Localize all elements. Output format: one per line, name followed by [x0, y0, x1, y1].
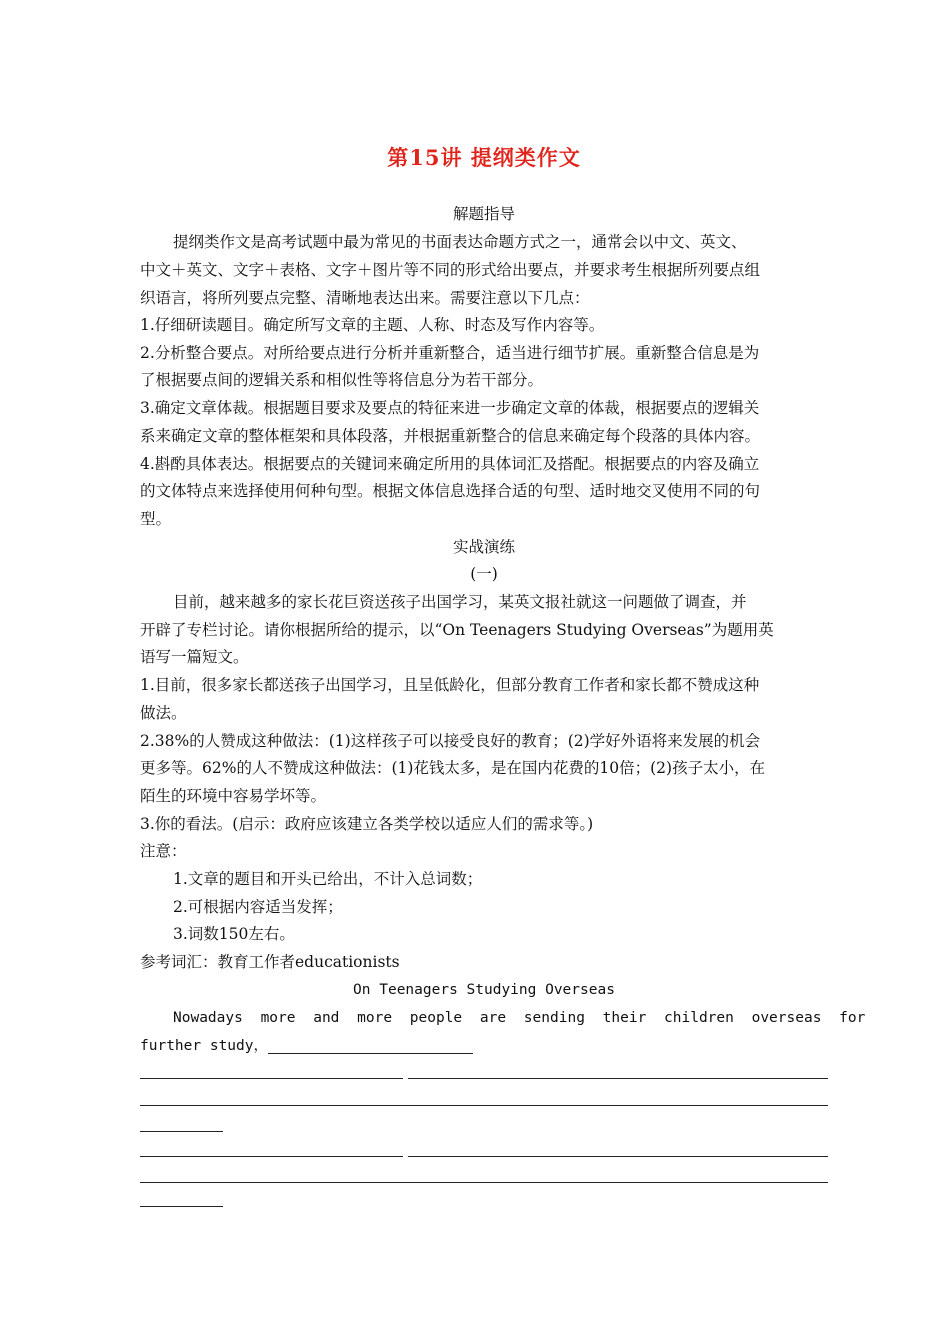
prompt-item-line: 3.你的看法。(启示：政府应该建立各类学校以适应人们的需求等。)	[140, 815, 594, 833]
answer-line[interactable]	[140, 1182, 828, 1183]
answer-blank[interactable]	[268, 1035, 473, 1054]
guide-point-line: 型。	[140, 510, 172, 528]
guide-intro-line: 中文＋英文、文字＋表格、文字＋图片等不同的形式给出要点，并要求考生根据所列要点组	[140, 261, 761, 279]
page-title: 第15讲 提纲类作文	[387, 145, 581, 170]
guide-intro-line: 织语言，将所列要点完整、清晰地表达出来。需要注意以下几点：	[140, 289, 590, 307]
guide-intro-line: 提纲类作文是高考试题中最为常见的书面表达命题方式之一，通常会以中文、英文、	[173, 233, 747, 251]
guide-point-line: 2.分析整合要点。对所给要点进行分析并重新整合，适当进行细节扩展。重新整合信息是为	[140, 344, 760, 362]
answer-line[interactable]	[140, 1156, 403, 1157]
prompt-item-line: 2.38%的人赞成这种做法：(1)这样孩子可以接受良好的教育；(2)学好外语将来发展的机会	[140, 732, 761, 750]
answer-line[interactable]	[408, 1156, 828, 1157]
note-line: 3.词数150左右。	[173, 925, 295, 943]
practice-number: (一)	[470, 565, 498, 583]
essay-title: On Teenagers Studying Overseas	[353, 982, 615, 998]
essay-start-text: further study，	[140, 1038, 268, 1054]
guide-heading: 解题指导	[452, 205, 515, 223]
prompt-line: 语写一篇短文。	[140, 648, 249, 666]
essay-start-line: Nowadays more and more people are sending their children overseas for	[173, 1010, 866, 1026]
answer-line[interactable]	[140, 1206, 223, 1207]
answer-line[interactable]	[140, 1105, 828, 1106]
note-line: 2.可根据内容适当发挥；	[173, 898, 343, 916]
guide-point-line: 1.仔细研读题目。确定所写文章的主题、人称、时态及写作内容等。	[140, 316, 605, 334]
note-line: 1.文章的题目和开头已给出，不计入总词数；	[173, 870, 483, 888]
prompt-item-line: 更多等。62%的人不赞成这种做法：(1)花钱太多，是在国内花费的10倍；(2)孩子太小，在	[140, 759, 766, 777]
prompt-line: 开辟了专栏讨论。请你根据所给的提示，以“On Teenagers Studying Overseas”为题用英	[140, 621, 774, 639]
prompt-item-line: 陌生的环境中容易学坏等。	[140, 787, 327, 805]
guide-point-line: 了根据要点间的逻辑关系和相似性等将信息分为若干部分。	[140, 371, 544, 389]
prompt-item-line: 做法。	[140, 704, 187, 722]
prompt-line: 目前，越来越多的家长花巨资送孩子出国学习，某英文报社就这一问题做了调查，并	[173, 593, 747, 611]
answer-line[interactable]	[140, 1078, 403, 1079]
guide-point-line: 系来确定文章的整体框架和具体段落，并根据重新整合的信息来确定每个段落的具体内容。	[140, 427, 761, 445]
notes-label: 注意：	[140, 842, 187, 860]
practice-heading: 实战演练	[452, 538, 515, 556]
answer-line[interactable]	[140, 1131, 223, 1132]
guide-point-line: 3.确定文章体裁。根据题目要求及要点的特征来进一步确定文章的体裁，根据要点的逻辑关	[140, 399, 760, 417]
prompt-item-line: 1.目前，很多家长都送孩子出国学习，且呈低龄化，但部分教育工作者和家长都不赞成这种	[140, 676, 760, 694]
answer-line[interactable]	[408, 1078, 828, 1079]
guide-point-line: 4.斟酌具体表达。根据要点的关键词来确定所用的具体词汇及搭配。根据要点的内容及确立	[140, 455, 760, 473]
essay-start-line	[140, 1032, 828, 1060]
guide-point-line: 的文体特点来选择使用何种句型。根据文体信息选择合适的句型、适时地交叉使用不同的句	[140, 482, 761, 500]
vocab-line: 参考词汇：教育工作者educationists	[140, 953, 400, 971]
